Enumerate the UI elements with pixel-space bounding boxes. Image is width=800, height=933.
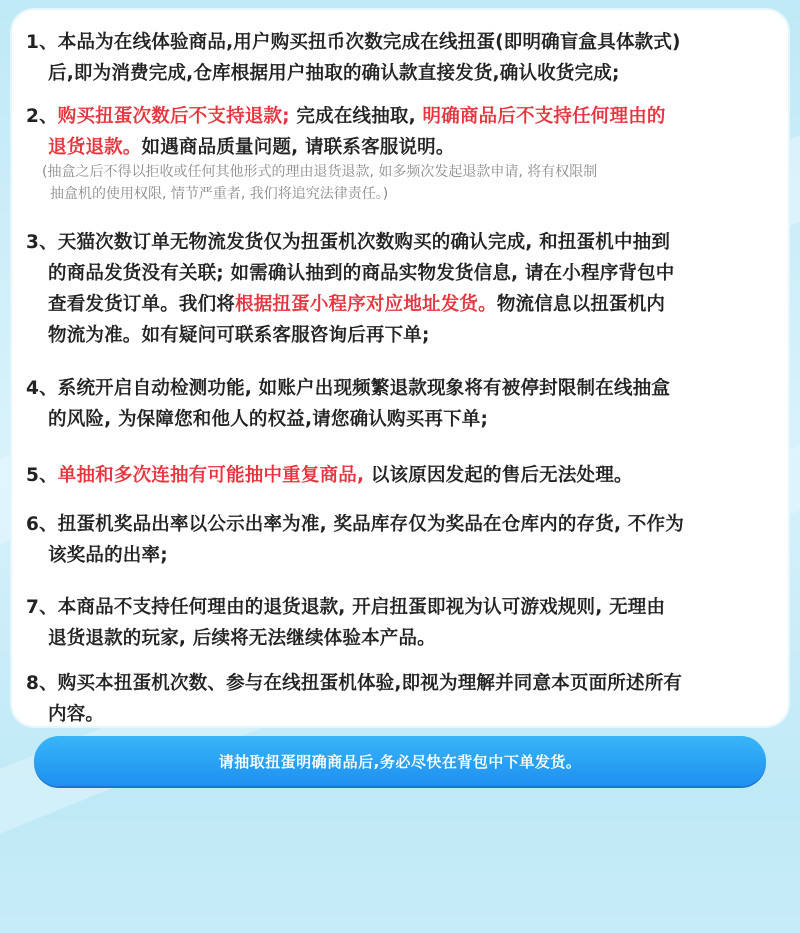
shipping-reminder-banner: 请抽取扭蛋明确商品后,务必尽快在背包中下单发货。 xyxy=(34,736,766,786)
rule-5-highlight: 单抽和多次连抽有可能抽中重复商品, xyxy=(57,465,365,486)
rule-7-line-1: 7、本商品不支持任何理由的退货退款, 开启扭蛋即视为认可游戏规则, 无理由 xyxy=(26,597,666,618)
rule-2-note xyxy=(42,161,597,205)
rule-3-line-1: 3、天猫次数订单无物流发货仅为扭蛋机次数购买的确认完成, 和扭蛋机中抽到 xyxy=(26,232,671,253)
rule-1-line-1: 1、本品为在线体验商品,用户购买扭币次数完成在线扭蛋(即明确盲盒具体款式) xyxy=(26,32,681,53)
rule-2-line-1: 2、购买扭蛋次数后不支持退款; 完成在线抽取, 明确商品后不支持任何理由的 xyxy=(26,106,666,127)
rule-3-highlight: 根据扭蛋小程序对应地址发货。 xyxy=(235,294,497,315)
rule-2-highlight-no-return: 明确商品后不支持任何理由的 xyxy=(422,106,666,127)
rule-1 xyxy=(26,27,681,89)
rule-7-line-2: 退货退款的玩家, 后续将无法继续体验本产品。 xyxy=(48,628,436,649)
rule-4-line-1: 4、系统开启自动检测功能, 如账户出现频繁退款现象将有被停封限制在线抽盒 xyxy=(26,378,671,399)
rule-1-line-2: 后,即为消费完成,仓库根据用户抽取的确认款直接发货,确认收货完成; xyxy=(48,63,620,84)
rule-5-line-1: 5、单抽和多次连抽有可能抽中重复商品, 以该原因发起的售后无法处理。 xyxy=(26,465,633,486)
rule-8 xyxy=(26,668,682,730)
rule-2-highlight-no-refund: 购买扭蛋次数后不支持退款; xyxy=(57,106,290,127)
rule-4 xyxy=(26,373,670,435)
rule-2 xyxy=(26,101,666,163)
rule-2-note-line-2: 抽盒机的使用权限, 情节严重者, 我们将追究法律责任。) xyxy=(50,186,389,202)
rule-2-note-line-1: (抽盒之后不得以拒收或任何其他形式的理由退货退款, 如多频次发起退款申请, 将有权限制 xyxy=(42,164,598,180)
rule-8-line-2: 内容。 xyxy=(48,704,105,725)
rule-3-line-2: 的商品发货没有关联; 如需确认抽到的商品实物发货信息, 请在小程序背包中 xyxy=(48,263,675,284)
rule-8-line-1: 8、购买本扭蛋机次数、参与在线扭蛋机体验,即视为理解并同意本页面所述所有 xyxy=(26,673,683,694)
rule-4-line-2: 的风险, 为保障您和他人的权益,请您确认购买再下单; xyxy=(48,409,489,430)
rule-3 xyxy=(26,227,675,351)
rule-6-line-1: 6、扭蛋机奖品出率以公示出率为准, 奖品库存仅为奖品在仓库内的存货, 不作为 xyxy=(26,514,684,535)
rule-2-line-2: 退货退款。如遇商品质量问题, 请联系客服说明。 xyxy=(48,137,455,158)
rule-7 xyxy=(26,592,665,654)
rule-3-line-4: 物流为准。如有疑问可联系客服咨询后再下单; xyxy=(48,325,430,346)
rule-5 xyxy=(26,460,633,491)
rule-6-line-2: 该奖品的出率; xyxy=(48,545,168,566)
rule-6 xyxy=(26,509,684,571)
rule-3-line-3: 查看发货订单。我们将根据扭蛋小程序对应地址发货。物流信息以扭蛋机内 xyxy=(48,294,666,315)
